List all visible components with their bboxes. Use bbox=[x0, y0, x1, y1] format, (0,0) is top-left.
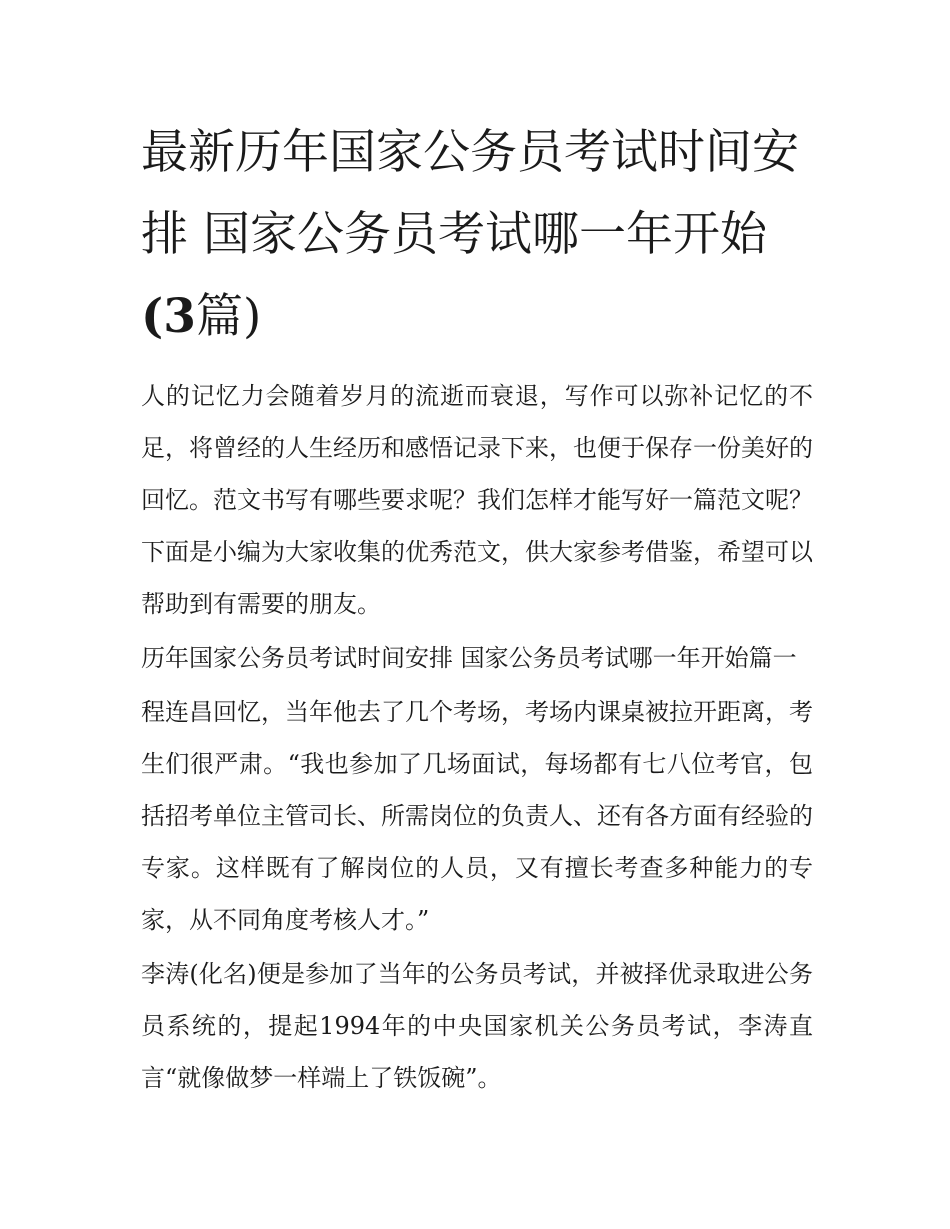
title-main: 最新历年国家公务员考试时间安排 国家公务员考试哪一年开始 bbox=[141, 125, 799, 262]
document-page bbox=[141, 112, 813, 1104]
body-paragraph: 程连昌回忆，当年他去了几个考场，考场内课桌被拉开距离，考生们很严肃。“我也参加了几场面试，每场都有七八位考官，包括招考单位主管司长、所需岗位的负责人、还有各方面有经验的专家。这样既有了解岗位的人员，又有擅长考查多种能力的专家，从不同角度考核人才。” bbox=[141, 698, 813, 934]
title-number: 3 bbox=[163, 289, 196, 344]
document-title bbox=[141, 112, 813, 358]
title-tail: 篇) bbox=[195, 289, 262, 344]
intro-paragraph: 人的记忆力会随着岁月的流逝而衰退，写作可以弥补记忆的不足，将曾经的人生经历和感悟记录下来，也便于保存一份美好的回忆。范文书写有哪些要求呢？我们怎样才能写好一篇范文呢？下面是小编为大家收集的优秀范文，供大家参考借鉴，希望可以帮助到有需要的朋友。 bbox=[141, 382, 813, 618]
title-open-paren: ( bbox=[141, 289, 164, 344]
section-heading: 历年国家公务员考试时间安排 国家公务员考试哪一年开始篇一 bbox=[141, 644, 797, 672]
body-paragraph: 李涛(化名)便是参加了当年的公务员考试，并被择优录取进公务员系统的，提起1994年的中央国家机关公务员考试，李涛直言“就像做梦一样端上了铁饭碗”。 bbox=[141, 960, 813, 1092]
